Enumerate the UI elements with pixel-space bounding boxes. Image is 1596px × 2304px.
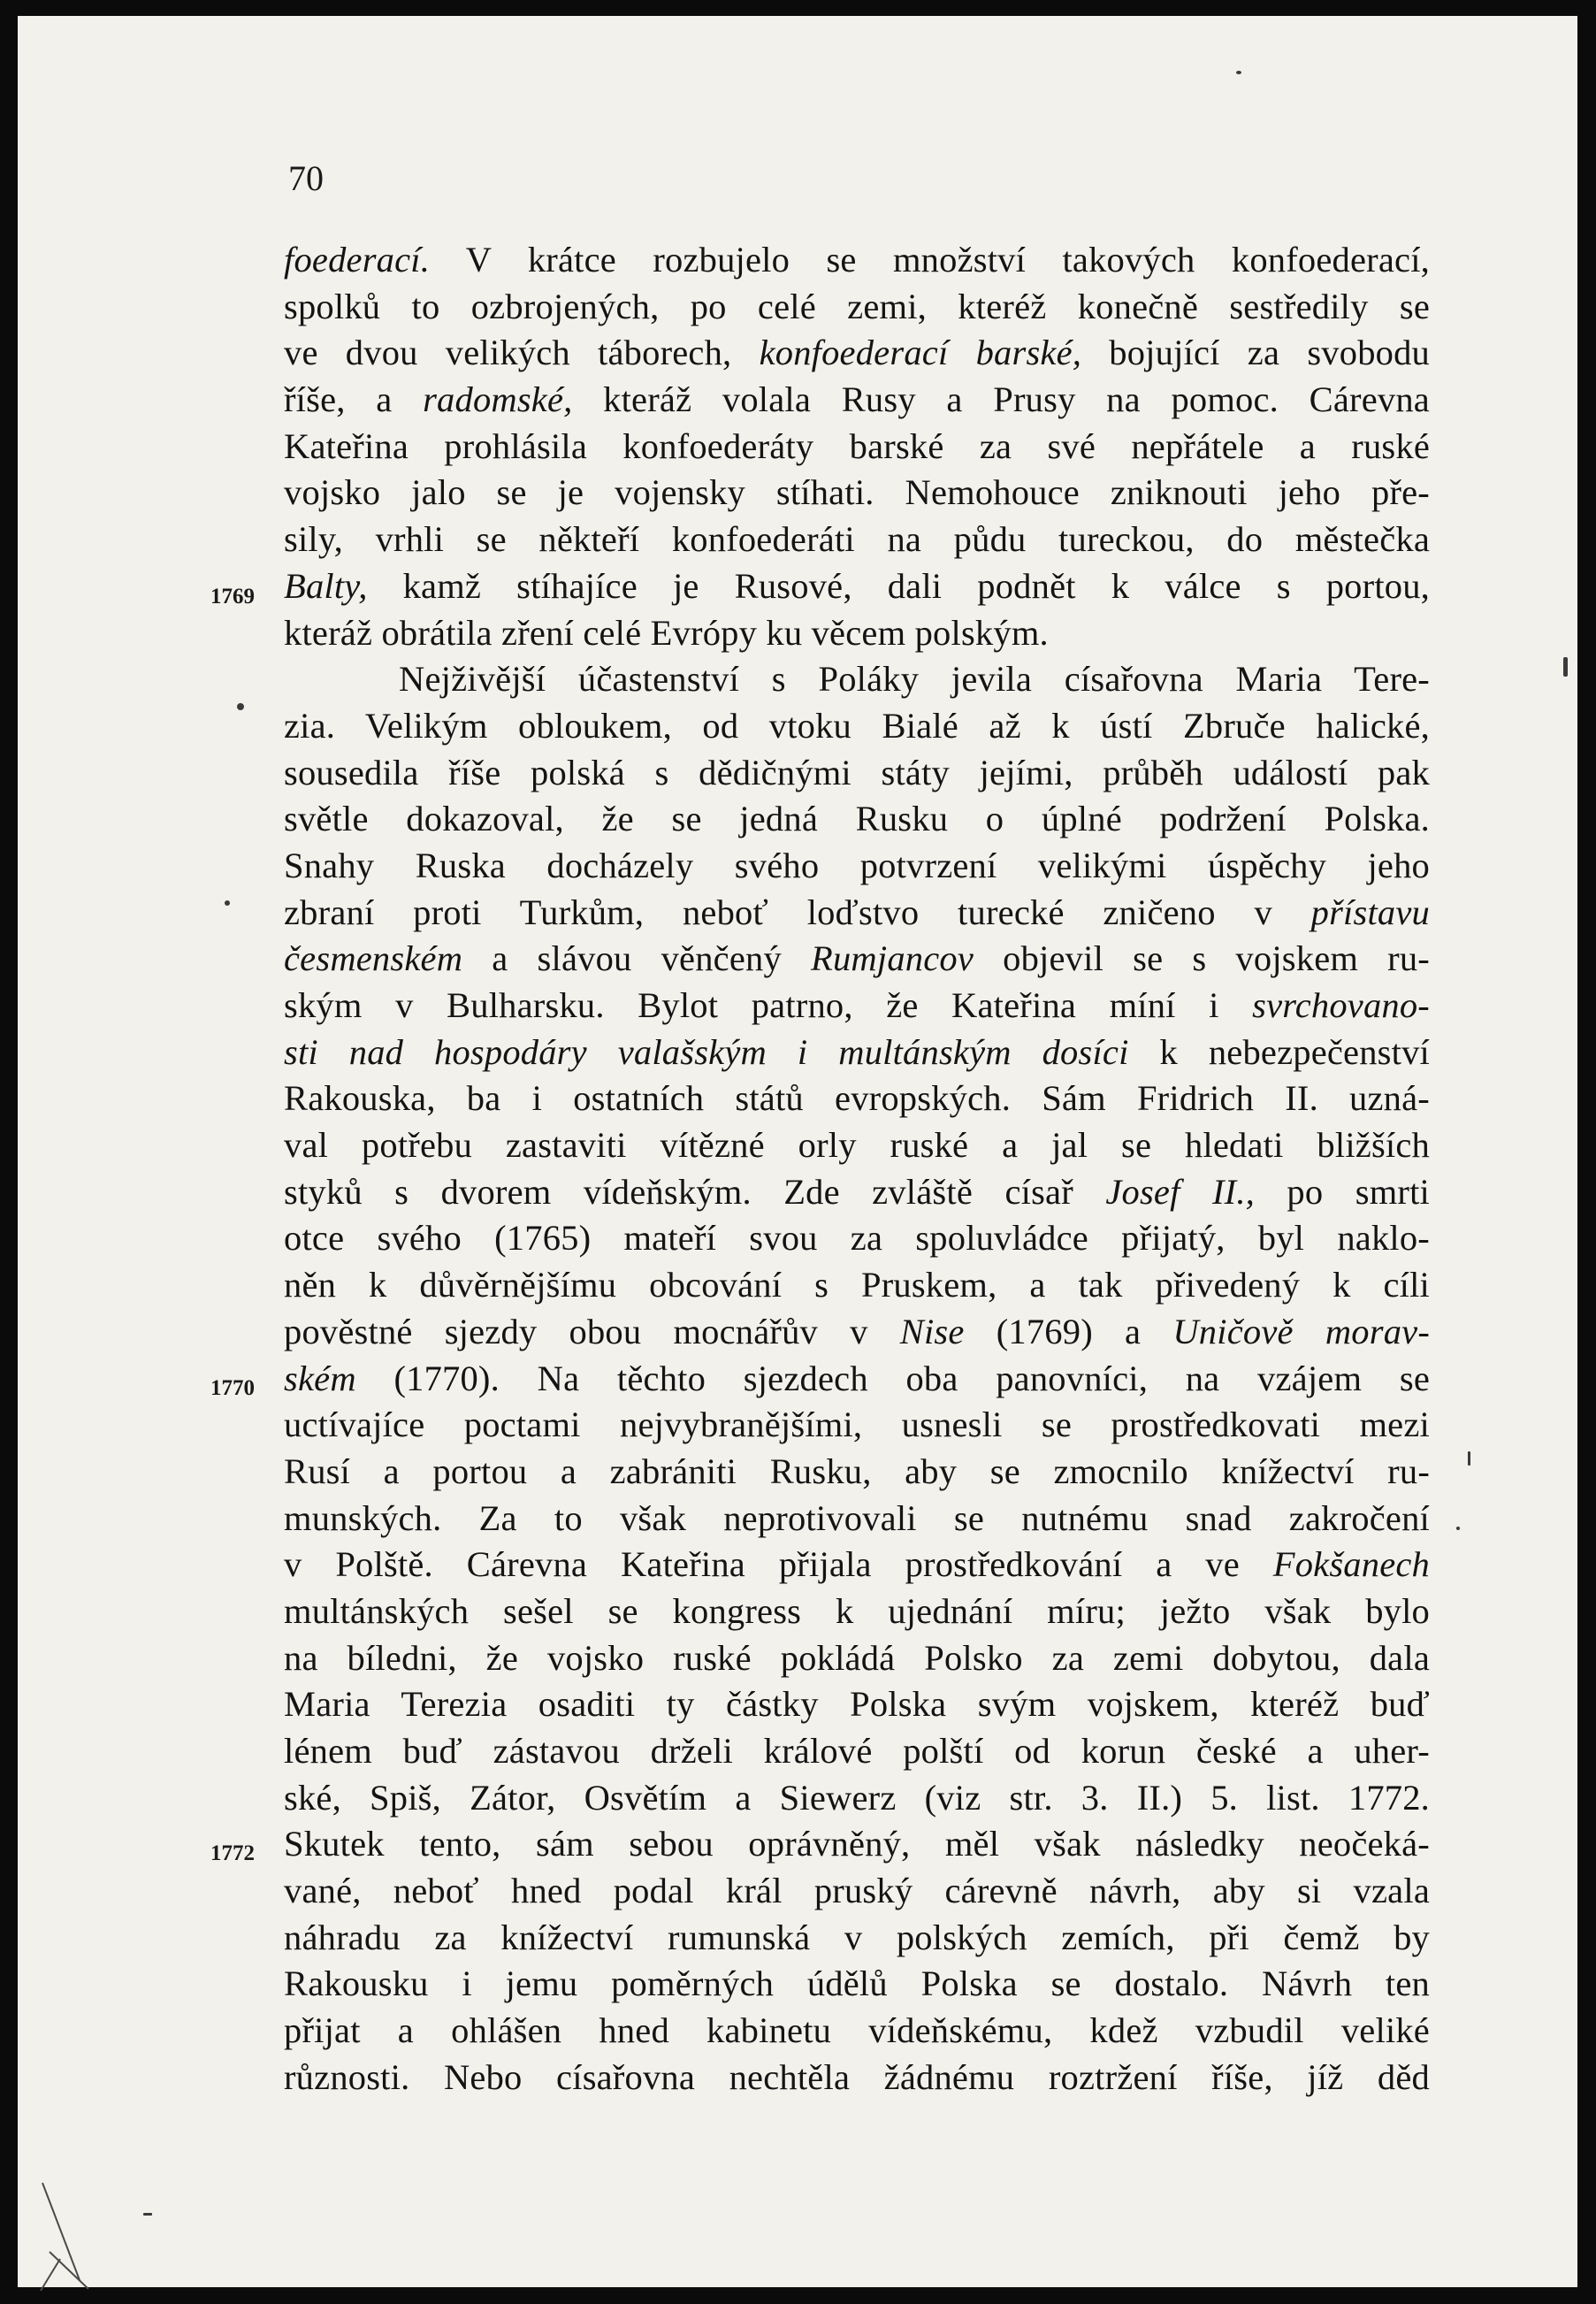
margin-year-note: 1769 <box>210 585 255 609</box>
page-speck <box>237 703 244 710</box>
text-line <box>284 330 1430 377</box>
text-segment: V krátce rozbujelo se množství takových konfoederací, <box>430 240 1430 279</box>
text-line <box>284 890 1430 937</box>
book-page <box>18 16 1577 2287</box>
text-segment: zia. Velikým obloukem, od vtoku Bialé až k ústí Zbruče halické, <box>284 705 1430 746</box>
text-line <box>284 610 1430 657</box>
text-segment: ve dvou velikých táborech, <box>284 333 760 373</box>
italic-text-segment: radomské, <box>423 379 573 420</box>
italic-text-segment: ském <box>284 1358 356 1398</box>
text-line <box>284 1775 1430 1822</box>
text-segment: spolků to ozbrojených, po celé zemi, kteréž konečně sestředily se <box>284 286 1430 326</box>
margin-year-note: 1772 <box>210 1841 255 1865</box>
text-segment: náhradu za knížectví rumunská v polských zemích, při čemž by <box>284 1917 1430 1957</box>
text-line <box>284 1169 1430 1216</box>
text-line <box>284 1821 1430 1868</box>
text-segment: (1770). Na těchto sjezdech oba panovníci, na vzájem se <box>355 1358 1430 1398</box>
text-line <box>284 750 1430 797</box>
page-speck <box>1456 1527 1460 1530</box>
text-line <box>284 936 1430 983</box>
text-segment: objevil se s vojskem ru- <box>974 938 1430 979</box>
text-segment: ským v Bulharsku. Bylot patrno, že Kateřina míní i <box>284 985 1253 1025</box>
italic-text-segment: česmenském <box>284 938 463 979</box>
italic-text-segment: svrchovano- <box>1252 985 1430 1025</box>
italic-text-segment: Balty, <box>284 565 368 606</box>
italic-text-segment: Nise <box>899 1311 965 1351</box>
margin-year-note: 1770 <box>210 1376 255 1400</box>
text-line <box>284 2008 1430 2055</box>
text-segment: přijat a ohlášen hned kabinetu vídeňskému, kdež vzbudil veliké <box>284 2010 1430 2051</box>
page-speck <box>1236 71 1241 74</box>
text-segment: uctívajíce poctami nejvybranějšími, usnesli se prostředkovati mezi <box>284 1405 1430 1445</box>
text-segment: Rusí a portou a zabrániti Rusku, aby se zmocnilo knížectví ru- <box>284 1451 1430 1491</box>
italic-text-segment: sti nad hospodáry valašským i multánským dosíci <box>284 1031 1129 1072</box>
page-speck <box>1563 657 1568 677</box>
text-segment: a slávou věnčený <box>462 938 812 979</box>
text-line <box>284 796 1430 843</box>
text-segment: po smrti <box>1255 1171 1430 1212</box>
italic-text-segment: Fokšanech <box>1272 1544 1430 1585</box>
text-segment: Kateřina prohlásila konfoederáty barské za své nepřátele a ruské <box>284 425 1430 466</box>
text-line <box>284 1262 1430 1309</box>
text-line <box>284 470 1430 517</box>
text-segment: něn k důvěrnějšímu obcování s Pruskem, a tak přivedený k cíli <box>284 1265 1430 1305</box>
text-segment: Nejživější účastenství s Poláky jevila císařovna Maria Tere- <box>399 659 1430 700</box>
text-line <box>284 1075 1430 1122</box>
text-line <box>284 656 1430 703</box>
text-line <box>284 377 1430 424</box>
text-segment: val potřebu zastaviti vítězné orly ruské a jal se hledati bližších <box>284 1125 1430 1166</box>
text-segment: munských. Za to však neprotivovali se nutnému snad zakročení <box>284 1497 1430 1538</box>
text-line <box>284 1915 1430 1962</box>
page-speck <box>1468 1451 1470 1466</box>
text-line <box>284 424 1430 471</box>
text-segment: světle dokazoval, že se jedná Rusku o úplné podržení Polska. <box>284 799 1430 839</box>
text-line <box>284 1030 1430 1076</box>
text-segment: v Polště. Cárevna Kateřina přijala prostředkování a ve <box>284 1544 1273 1585</box>
text-line <box>284 2055 1430 2101</box>
text-segment: vojsko jalo se je vojensky stíhati. Nemohouce zniknouti jeho pře- <box>284 472 1430 513</box>
italic-text-segment: přístavu <box>1310 892 1430 932</box>
text-segment: sousedila říše polská s dědičnými státy jejími, průběh událostí pak <box>284 752 1430 792</box>
text-line <box>284 517 1430 563</box>
text-segment: Rakouska, ba i ostatních států evropských. Sám Fridrich II. uzná- <box>284 1078 1430 1119</box>
italic-text-segment: foederací. <box>284 240 431 279</box>
text-line <box>284 1356 1430 1403</box>
text-line <box>284 284 1430 331</box>
text-segment: Rakousku i jemu poměrných údělů Polska se dostalo. Návrh ten <box>284 1963 1430 2004</box>
text-line <box>284 1449 1430 1496</box>
text-line <box>284 1868 1430 1915</box>
text-line <box>284 843 1430 890</box>
text-line <box>284 1496 1430 1542</box>
text-segment: ské, Spiš, Zátor, Osvětím a Siewerz (viz str. 3. II.) 5. list. 1772. <box>284 1777 1430 1818</box>
text-segment: otce svého (1765) mateří svou za spoluvládce přijatý, byl naklo- <box>284 1218 1430 1259</box>
page-speck <box>143 2213 152 2216</box>
text-line <box>284 1402 1430 1449</box>
text-segment: kteráž volala Rusy a Prusy na pomoc. Cárevna <box>572 379 1430 420</box>
text-segment: Skutek tento, sám sebou oprávněný, měl však následky neočeká- <box>284 1824 1430 1864</box>
italic-text-segment: konfoederací barské, <box>759 333 1082 373</box>
text-line <box>284 1215 1430 1262</box>
text-segment: různosti. Nebo císařovna nechtěla žádnému roztržení říše, jíž děd <box>284 2056 1430 2097</box>
text-segment: na bíledni, že vojsko ruské pokládá Polsko za zemi dobytou, dala <box>284 1637 1430 1678</box>
corner-pencil-mark <box>37 2174 117 2298</box>
text-segment: styků s dvorem vídeňským. Zde zvláště císař <box>284 1171 1106 1212</box>
text-segment: bojující za svobodu <box>1081 333 1430 373</box>
text-line <box>284 563 1430 610</box>
text-line <box>284 1728 1430 1775</box>
text-segment: sily, vrhli se někteří konfoederáti na půdu tureckou, do městečka <box>284 519 1430 560</box>
text-line <box>284 983 1430 1030</box>
text-line <box>284 1635 1430 1682</box>
italic-text-segment: Josef II., <box>1105 1171 1255 1212</box>
italic-text-segment: Uničově morav- <box>1172 1311 1430 1351</box>
text-line <box>284 1542 1430 1588</box>
text-segment: kteráž obrátila zření celé Evrópy ku věcem polským. <box>284 612 1049 653</box>
text-segment: lénem buď zástavou drželi králové polští od korun české a uher- <box>284 1731 1430 1771</box>
text-segment: pověstné sjezdy obou mocnářův v <box>284 1311 900 1351</box>
text-line <box>284 1309 1430 1356</box>
text-line <box>284 1588 1430 1635</box>
text-segment: vané, neboť hned podal král pruský cárevně návrh, aby si vzala <box>284 1871 1430 1911</box>
text-line <box>284 1681 1430 1728</box>
text-segment: Snahy Ruska docházely svého potvrzení velikými úspěchy jeho <box>284 845 1430 885</box>
italic-text-segment: Rumjancov <box>811 938 974 979</box>
text-segment: multánských sešel se kongress k ujednání míru; ježto však bylo <box>284 1590 1430 1631</box>
text-segment: říše, a <box>284 379 424 420</box>
text-line <box>284 703 1430 750</box>
page-speck <box>225 900 230 906</box>
text-segment: zbraní proti Turkům, neboť loďstvo turecké zničeno v <box>284 892 1311 932</box>
text-segment: kamž stíhajíce je Rusové, dali podnět k válce s portou, <box>367 565 1430 606</box>
page-number: 70 <box>288 158 324 198</box>
text-line <box>284 1122 1430 1169</box>
text-line <box>284 1961 1430 2008</box>
text-line <box>284 237 1430 284</box>
text-segment: Maria Terezia osaditi ty částky Polska svým vojskem, kteréž buď <box>284 1684 1430 1725</box>
text-segment: (1769) a <box>964 1311 1173 1351</box>
body-text <box>284 237 1430 2101</box>
text-segment: k nebezpečenství <box>1128 1031 1430 1072</box>
